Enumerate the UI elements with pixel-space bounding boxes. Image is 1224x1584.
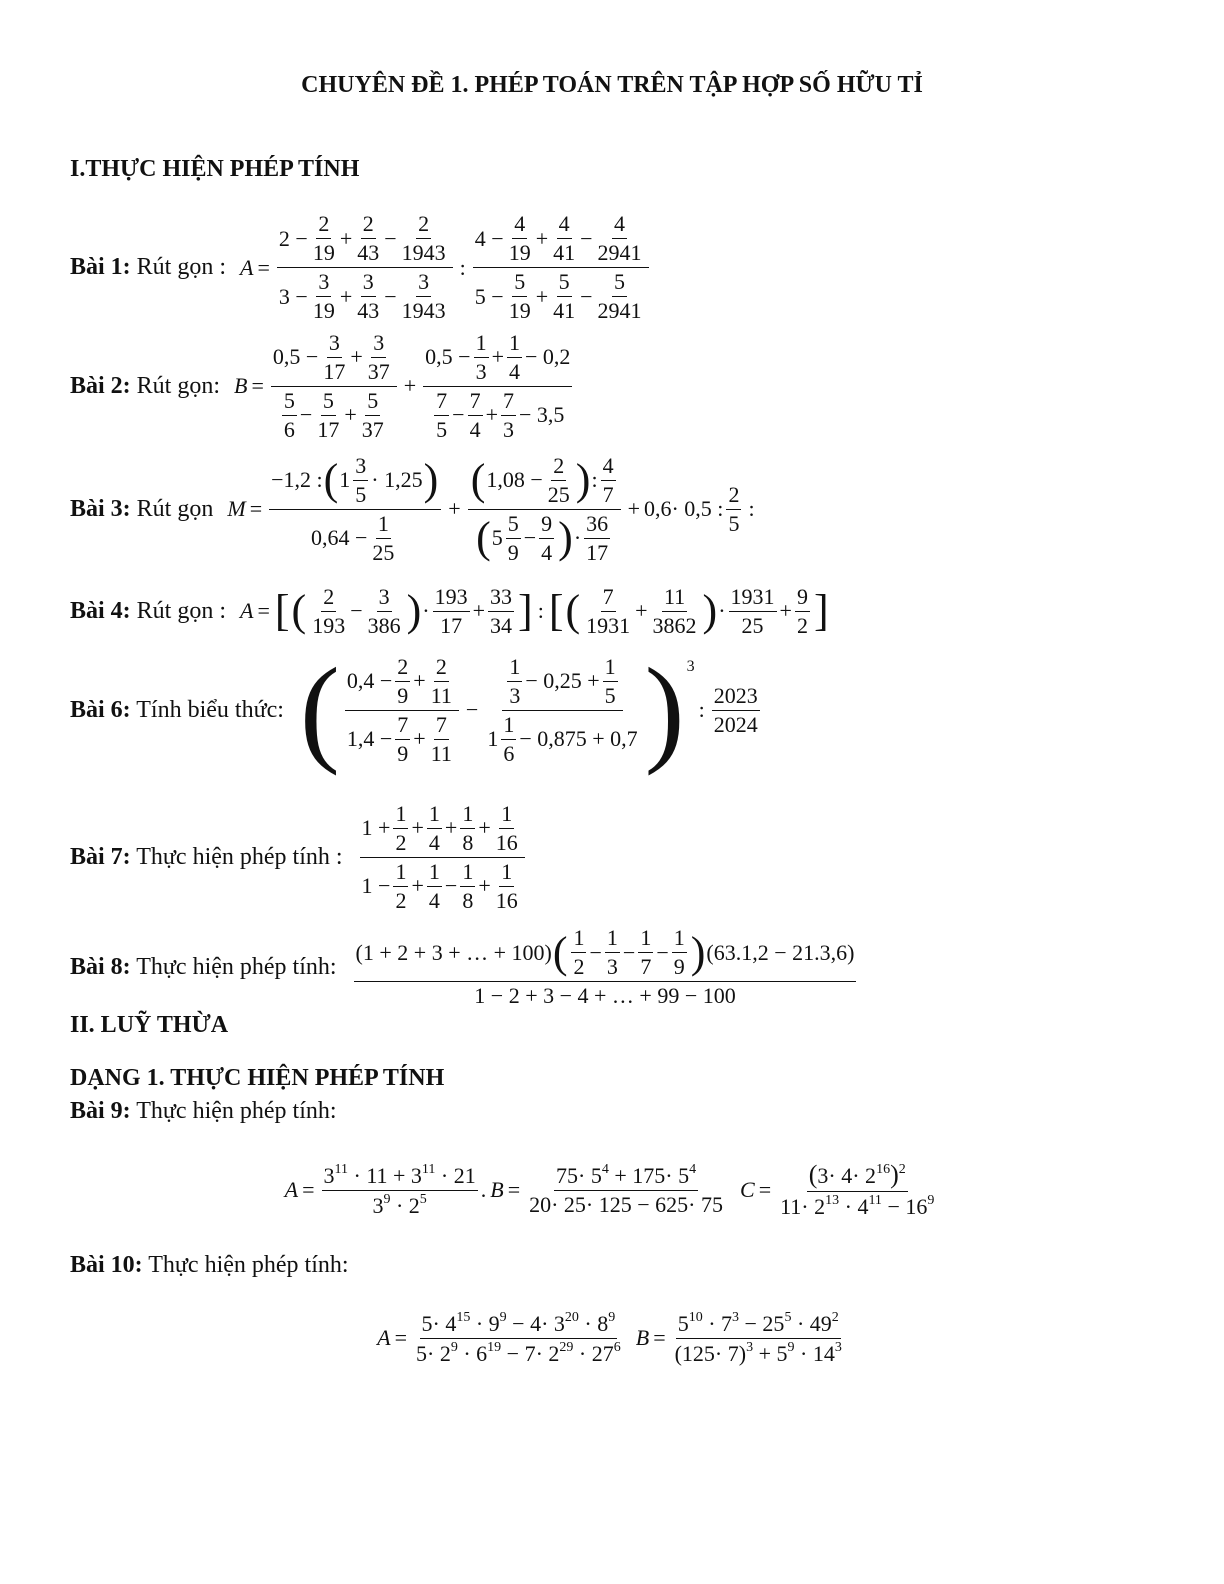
problem-label: Bài 7: Thực hiện phép tính : <box>70 843 343 870</box>
subsection-heading: DẠNG 1. THỰC HIỆN PHÉP TÍNH <box>70 1065 445 1091</box>
problem-label: Bài 8: Thực hiện phép tính: <box>70 953 337 980</box>
section-heading-1: I.THỰC HIỆN PHÉP TÍNH <box>70 156 360 182</box>
formula: A = $\frac{3^{11} \cdot 11 + 3^{11} \cdot 21}{3^9 \cdot 2^5}$ . B = $\frac{75\cdot 5^4 + 175\cdot 5^4}{20\cdot 25\cdot 125 - 625\cdot 75}$ C = $\frac{(3\cdot 4\cdot 2^{16})^2}{11\cdot 2^{13} \cdot 4^{11} - 16^9}$ <box>284 1160 935 1219</box>
problem-label: Bài 4: Rút gọn : <box>70 597 227 624</box>
problem-10 <box>70 1250 349 1280</box>
problem-label: Bài 10: Thực hiện phép tính: <box>70 1251 349 1278</box>
formula: A = $\frac{5\cdot 4^{15} \cdot 9^9 - 4\cdot 3^{20} \cdot 8^9}{5\cdot 2^9 \cdot 6^{19} - 7\cdot 2^{29} \cdot 27^6}$ B = $\frac{5^{10} \cdot 7^3 - 25^5 \cdot 49^2}{(125\cdot 7)^3 + 5^9 \cdot 14^3}$ <box>377 1309 842 1366</box>
problem-10-formulas <box>0 1300 1224 1376</box>
formula: M = −1,2 : ( 1 $\frac{3}{5}$ · 1,25 ) 0,64 − $\frac{1}{25}$ + ( 1,08 − $\frac{2}{25}$ ) : $\frac{4}{7}$ ( 5 $\frac{5}{9}$ − $\frac{9}{4}$ ) · $\frac{36}{17}$ + 0,6· 0,5 : $\frac{2}{5}$ : <box>227 452 755 565</box>
problem-9-formulas <box>0 1150 1224 1230</box>
problem-label: Bài 1: Rút gọn : <box>70 254 227 280</box>
problem-1 <box>70 205 652 330</box>
problem-label: Bài 9: Thực hiện phép tính: <box>70 1097 337 1124</box>
formula: ( 0,4 − $\frac{2}{9}$ + $\frac{2}{11}$ 1,4 − $\frac{7}{9}$ + $\frac{7}{11}$ − $\frac{1}{3}$ − 0,25 + $\frac{1}{5}$ 1 $\frac{1}{6}$ − 0,875 + 0,7 ) 3 : $\frac{2023}{2024}$ <box>299 643 758 776</box>
formula: 1 + $\frac{1}{2}$ + $\frac{1}{4}$ + $\frac{1}{8}$ + $\frac{1}{16}$ 1 − $\frac{1}{2}$ + $\frac{1}{4}$ − $\frac{1}{8}$ + $\frac{1}{16}$ <box>357 801 528 914</box>
problem-label: Bài 6: Tính biểu thức: <box>70 696 284 723</box>
formula: A = 2 − $\frac{2}{19}$ + $\frac{2}{43}$ − $\frac{2}{1943}$ 3 − $\frac{3}{19}$ + $\frac{3}{43}$ − $\frac{3}{1943}$ : 4 − $\frac{4}{19}$ + $\frac{4}{41}$ − $\frac{4}{2941}$ 5 − $\frac{5}{19}$ + $\frac{5}{41}$ − $\frac{5}{2941}$ <box>240 211 652 324</box>
formula: A = [ ( $\frac{2}{193}$ − $\frac{3}{386}$ ) · $\frac{193}{17}$ + $\frac{33}{34}$ ] : [ ( $\frac{7}{1931}$ + $\frac{11}{3862}$ ) · $\frac{1931}{25}$ + $\frac{9}{2}$ ] <box>240 583 829 638</box>
problem-3 <box>70 447 759 571</box>
problem-8 <box>70 924 859 1010</box>
problem-9 <box>70 1096 337 1126</box>
problem-7 <box>70 798 528 916</box>
formula: B = 0,5 − $\frac{3}{17}$ + $\frac{3}{37}$ $\frac{5}{6}$ − $\frac{5}{17}$ + $\frac{5}{37}$ + 0,5 − $\frac{1}{3}$ + $\frac{1}{4}$ − 0,2 $\frac{7}{5}$ − $\frac{7}{4}$ + $\frac{7}{3}$ − 3,5 <box>234 329 571 442</box>
problem-label: Bài 3: Rút gọn <box>70 495 214 522</box>
problem-4 <box>70 576 830 646</box>
section-heading-2: II. LUỸ THỪA <box>70 1012 229 1038</box>
problem-2 <box>70 326 575 446</box>
problem-label: Bài 2: Rút gọn: <box>70 372 221 399</box>
formula: (1 + 2 + 3 + … + 100) ( $\frac{1}{2}$ − $\frac{1}{3}$ − $\frac{1}{7}$ − $\frac{1}{9}$ ) (63.1,2 − 21.3,6) 1 − 2 + 3 − 4 + … + 99 − 100 <box>355 925 855 1008</box>
problem-6 <box>70 643 763 776</box>
page-title: CHUYÊN ĐỀ 1. PHÉP TOÁN TRÊN TẬP HỢP SỐ HỮU TỈ <box>301 72 923 98</box>
